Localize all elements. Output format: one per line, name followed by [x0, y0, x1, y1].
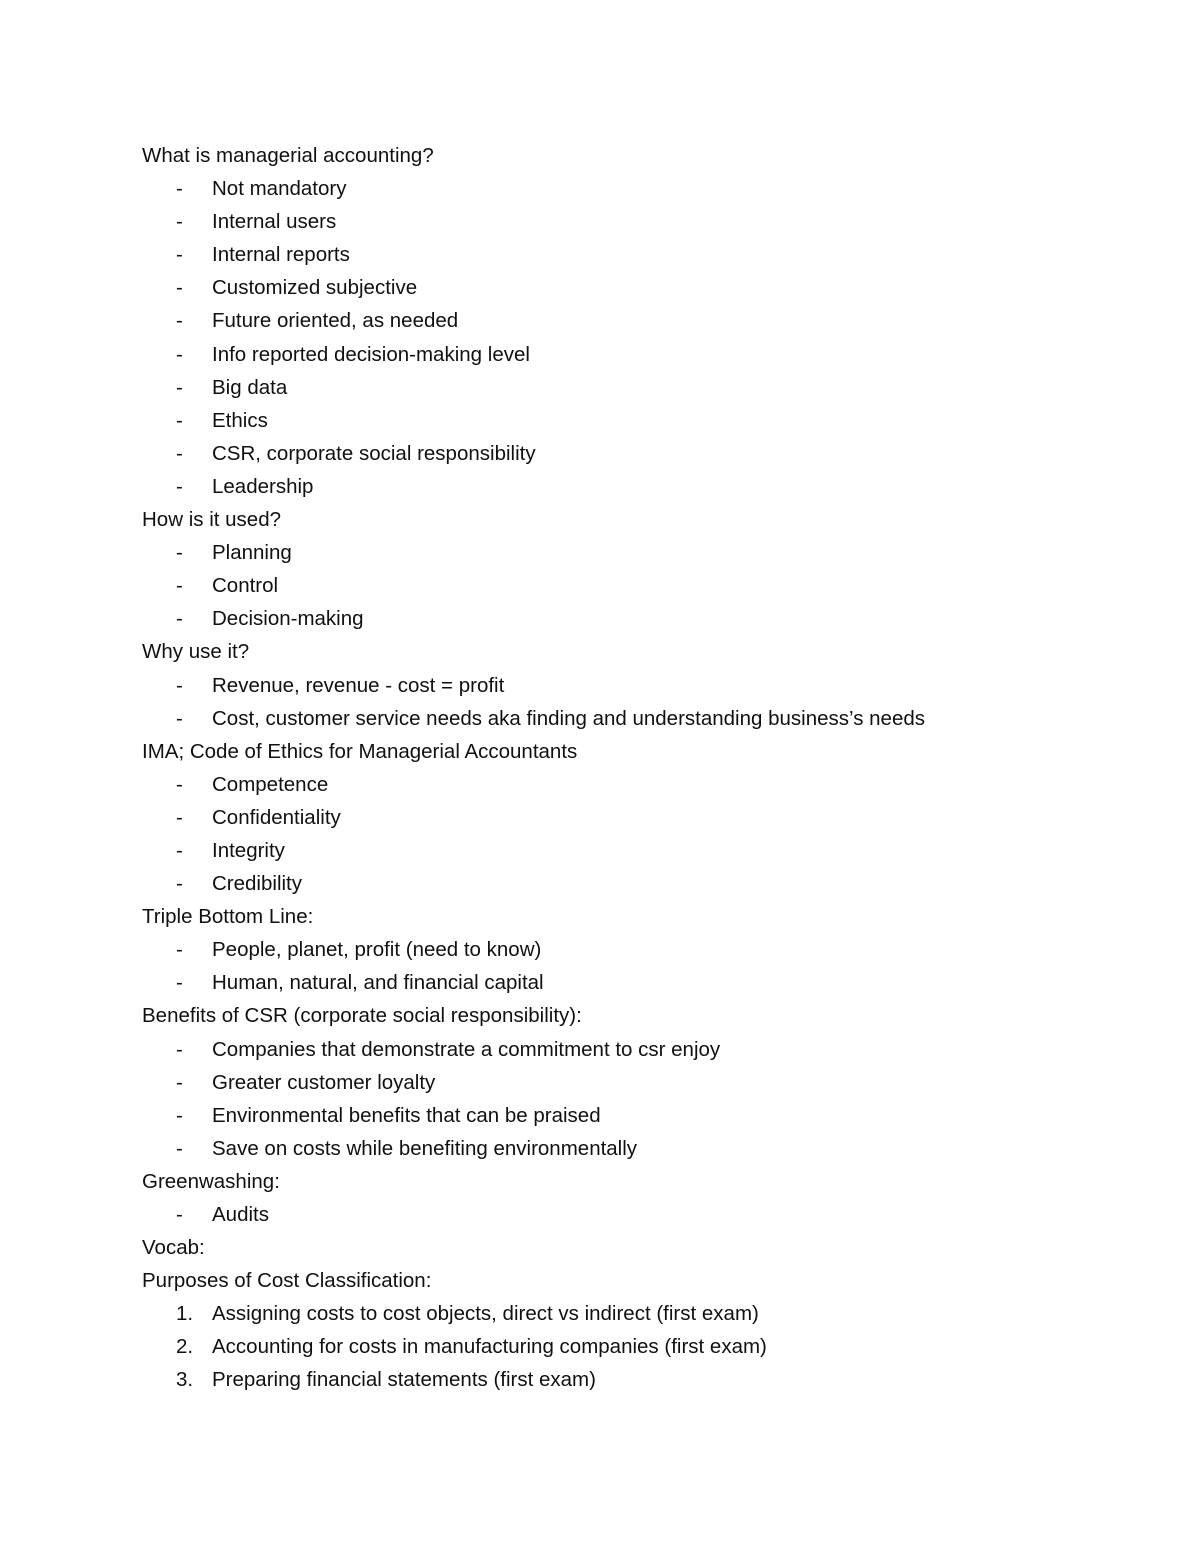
- list-item-text: Info reported decision-making level: [212, 342, 530, 366]
- numbered-list-item: [142, 1330, 1102, 1363]
- section-heading: Why use it?: [142, 640, 250, 664]
- bullet-list-item: [142, 702, 1102, 735]
- list-item-text: CSR, corporate social responsibility: [212, 441, 536, 465]
- dash-bullet: -: [176, 706, 183, 730]
- list-item-text: Not mandatory: [212, 177, 347, 201]
- list-item-text: Leadership: [212, 474, 314, 498]
- bullet-list-item: [142, 172, 1102, 205]
- list-item-text: Confidentiality: [212, 805, 341, 829]
- list-item-text: Planning: [212, 541, 292, 565]
- bullet-list-item: [142, 338, 1102, 371]
- dash-bullet: -: [176, 177, 183, 201]
- bullet-list-item: [142, 768, 1102, 801]
- dash-bullet: -: [176, 938, 183, 962]
- list-item-text: Accounting for costs in manufacturing companies (first exam): [212, 1335, 767, 1359]
- dash-bullet: -: [176, 375, 183, 399]
- dash-bullet: -: [176, 408, 183, 432]
- list-item-text: Ethics: [212, 408, 268, 432]
- list-item-text: Internal users: [212, 210, 337, 234]
- list-item-text: Cost, customer service needs aka finding and understanding business’s needs: [212, 706, 925, 730]
- list-item-text: Credibility: [212, 872, 302, 896]
- section-heading: How is it used?: [142, 508, 282, 532]
- bullet-list-item: [142, 801, 1102, 834]
- list-item-text: Preparing financial statements (first exam): [212, 1368, 596, 1392]
- list-number: 3.: [176, 1368, 194, 1392]
- dash-bullet: -: [176, 1103, 183, 1127]
- bullet-list-item: [142, 1132, 1102, 1165]
- dash-bullet: -: [176, 276, 183, 300]
- bullet-list-item: [142, 1066, 1102, 1099]
- bullet-list-item: [142, 966, 1102, 999]
- section-heading: Vocab:: [142, 1236, 205, 1260]
- bullet-list-item: [142, 470, 1102, 503]
- dash-bullet: -: [176, 1136, 183, 1160]
- bullet-list-item: [142, 1099, 1102, 1132]
- bullet-list-item: [142, 404, 1102, 437]
- dash-bullet: -: [176, 441, 183, 465]
- dash-bullet: -: [176, 607, 183, 631]
- list-item-text: People, planet, profit (need to know): [212, 938, 542, 962]
- dash-bullet: -: [176, 838, 183, 862]
- dash-bullet: -: [176, 772, 183, 796]
- list-item-text: Revenue, revenue - cost = profit: [212, 673, 505, 697]
- dash-bullet: -: [176, 541, 183, 565]
- bullet-list-item: [142, 304, 1102, 337]
- bullet-list-item: [142, 867, 1102, 900]
- list-item-text: Control: [212, 574, 279, 598]
- list-item-text: Decision-making: [212, 607, 364, 631]
- list-item-text: Customized subjective: [212, 276, 418, 300]
- bullet-list-item: [142, 1198, 1102, 1231]
- dash-bullet: -: [176, 210, 183, 234]
- dash-bullet: -: [176, 342, 183, 366]
- dash-bullet: -: [176, 1203, 183, 1226]
- section-heading: Purposes of Cost Classification:: [142, 1269, 432, 1293]
- numbered-list-item: [142, 1363, 1102, 1396]
- bullet-list-item: [142, 569, 1102, 602]
- dash-bullet: -: [176, 1037, 183, 1061]
- bullet-list-item: [142, 1033, 1102, 1066]
- bullet-list-item: [142, 834, 1102, 867]
- bullet-list-item: [142, 238, 1102, 271]
- dash-bullet: -: [176, 474, 183, 498]
- bullet-list-item: [142, 602, 1102, 635]
- list-item-text: Future oriented, as needed: [212, 309, 459, 333]
- list-item-text: Assigning costs to cost objects, direct vs indirect (first exam): [212, 1302, 759, 1326]
- section-heading: Triple Bottom Line:: [142, 905, 314, 929]
- list-item-text: Companies that demonstrate a commitment to csr enjoy: [212, 1037, 721, 1061]
- bullet-list-item: [142, 371, 1102, 404]
- numbered-list-item: [142, 1297, 1102, 1330]
- section-heading: Benefits of CSR (corporate social responsibility):: [142, 1004, 582, 1028]
- section-heading: IMA; Code of Ethics for Managerial Accountants: [142, 739, 578, 763]
- list-item-text: Internal reports: [212, 243, 350, 267]
- list-item-text: Audits: [212, 1203, 269, 1226]
- list-item-text: Environmental benefits that can be praised: [212, 1103, 601, 1127]
- bullet-list-item: [142, 536, 1102, 569]
- section-heading: What is managerial accounting?: [142, 144, 434, 167]
- dash-bullet: -: [176, 805, 183, 829]
- bullet-list-item: [142, 669, 1102, 702]
- list-number: 2.: [176, 1335, 194, 1359]
- dash-bullet: -: [176, 309, 183, 333]
- list-item-text: Save on costs while benefiting environmentally: [212, 1136, 638, 1160]
- dash-bullet: -: [176, 243, 183, 267]
- dash-bullet: -: [176, 574, 183, 598]
- bullet-list-item: [142, 933, 1102, 966]
- section-heading: Greenwashing:: [142, 1169, 280, 1193]
- list-item-text: Integrity: [212, 838, 285, 862]
- list-item-text: Human, natural, and financial capital: [212, 971, 544, 995]
- bullet-list-item: [142, 437, 1102, 470]
- dash-bullet: -: [176, 872, 183, 896]
- bullet-list-item: [142, 205, 1102, 238]
- dash-bullet: -: [176, 1070, 183, 1094]
- list-item-text: Big data: [212, 375, 288, 399]
- dash-bullet: -: [176, 971, 183, 995]
- document-body: [142, 139, 1102, 1397]
- bullet-list-item: [142, 271, 1102, 304]
- list-item-text: Greater customer loyalty: [212, 1070, 436, 1094]
- list-item-text: Competence: [212, 772, 329, 796]
- list-number: 1.: [176, 1302, 194, 1326]
- dash-bullet: -: [176, 673, 183, 697]
